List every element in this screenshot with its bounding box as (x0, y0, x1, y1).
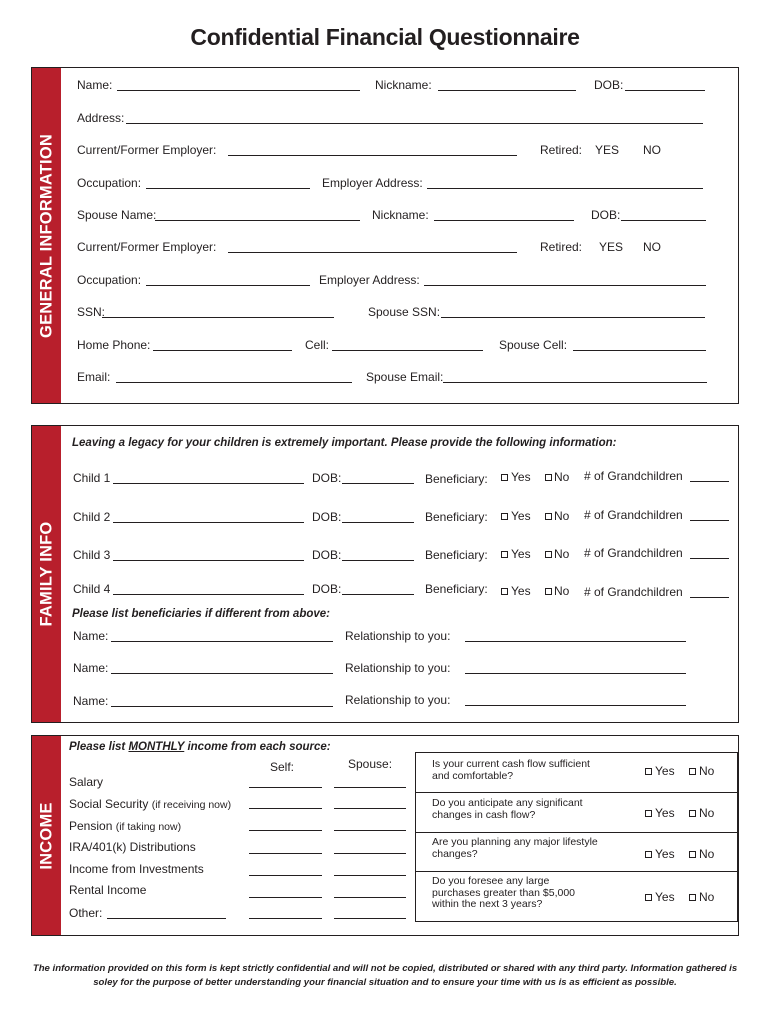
beneficiary-3-relationship-field[interactable] (465, 705, 686, 706)
general-information-heading: GENERAL INFORMATION (37, 133, 55, 338)
child-1-no-label: No (554, 470, 570, 484)
child-1-beneficiary-label: Beneficiary: (425, 472, 488, 486)
child-1-grandchildren-label: # of Grandchildren (584, 469, 683, 483)
retired-label: Retired: (540, 143, 583, 157)
income-tab (32, 736, 61, 935)
spouse-employer-address-field[interactable] (424, 285, 706, 286)
spouse-ssn-label: Spouse SSN: (368, 305, 441, 319)
family-info-heading: FAMILY INFO (37, 521, 55, 627)
child-3-no-checkbox[interactable] (545, 551, 552, 558)
child-2-name-field[interactable] (113, 522, 304, 523)
child-3-name-field[interactable] (113, 560, 304, 561)
family-intro-text: Leaving a legacy for your children is extremely important. Please provide the following information: (72, 437, 617, 449)
pension-self-field[interactable] (249, 830, 322, 831)
name-label: Name: (77, 78, 113, 92)
home-phone-label: Home Phone: (77, 338, 151, 352)
other-spouse-field[interactable] (334, 918, 406, 919)
employer-address-label: Employer Address: (322, 176, 423, 190)
confidentiality-notice: The information provided on this form is kept strictly confidential and will not be copied, distributed or shared with any third party. Information gathered is soley for the purpose of better understanding your financial situation and to ensure your time with us is as efficient as possible. (32, 963, 738, 988)
other-self-field[interactable] (249, 918, 322, 919)
child-3-dob-label: DOB: (312, 548, 342, 562)
child-1-yes-checkbox[interactable] (501, 474, 508, 481)
beneficiary-1-relationship-field[interactable] (465, 641, 686, 642)
q3-yes-label: Yes (655, 847, 675, 861)
child-2-dob-label: DOB: (312, 510, 342, 524)
social-security-spouse-field[interactable] (334, 808, 406, 809)
question-cash-flow-sufficient: Is your current cash flow sufficient and comfortable? (432, 758, 590, 782)
investments-spouse-field[interactable] (334, 875, 406, 876)
income-source-social-security: Social Security (if receiving now) (69, 797, 232, 811)
q4-yes-checkbox[interactable] (645, 894, 652, 901)
q3-no-checkbox[interactable] (689, 851, 696, 858)
cell-label: Cell: (305, 338, 330, 352)
ssn-label: SSN: (77, 305, 106, 319)
occupation-field[interactable] (146, 188, 310, 189)
child-1-dob-field[interactable] (342, 483, 414, 484)
self-column-label: Self: (270, 760, 295, 774)
other-source-field[interactable] (107, 918, 226, 919)
spouse-nickname-label: Nickname: (372, 208, 429, 222)
child-4-grandchildren-label: # of Grandchildren (584, 585, 683, 599)
spouse-nickname-field[interactable] (434, 220, 574, 221)
spouse-column-label: Spouse: (348, 757, 393, 771)
spouse-occupation-field[interactable] (146, 285, 310, 286)
general-information-section (31, 67, 739, 404)
spouse-cell-field[interactable] (573, 350, 706, 351)
income-source-other: Other: (69, 906, 103, 920)
child-2-label: Child 2 (73, 510, 111, 524)
spouse-employer-address-label: Employer Address: (319, 273, 420, 287)
q2-no-checkbox[interactable] (689, 810, 696, 817)
rental-self-field[interactable] (249, 897, 322, 898)
child-4-no-label: No (554, 584, 570, 598)
income-source-pension: Pension (if taking now) (69, 819, 182, 833)
child-4-label: Child 4 (73, 582, 111, 596)
employer-field[interactable] (228, 155, 517, 156)
question-large-purchases: Do you foresee any large purchases greater than $5,000 within the next 3 years? (432, 875, 576, 910)
beneficiary-3-relationship-label: Relationship to you: (345, 693, 451, 707)
cell-field[interactable] (332, 350, 483, 351)
child-3-label: Child 3 (73, 548, 111, 562)
beneficiary-1-relationship-label: Relationship to you: (345, 629, 451, 643)
q4-yes-label: Yes (655, 890, 675, 904)
income-heading: INCOME (37, 801, 55, 870)
income-source-investments: Income from Investments (69, 862, 204, 876)
beneficiary-2-relationship-label: Relationship to you: (345, 661, 451, 675)
dob-field[interactable] (625, 90, 705, 91)
spouse-name-field[interactable] (155, 220, 360, 221)
beneficiary-2-name-label: Name: (73, 661, 109, 675)
child-4-grandchildren-field[interactable] (690, 597, 729, 598)
child-3-no-label: No (554, 547, 570, 561)
child-4-yes-label: Yes (511, 584, 531, 598)
q1-no-label: No (699, 764, 715, 778)
q3-yes-checkbox[interactable] (645, 851, 652, 858)
email-label: Email: (77, 370, 111, 384)
nickname-field[interactable] (438, 90, 576, 91)
name-field[interactable] (117, 90, 360, 91)
child-2-yes-checkbox[interactable] (501, 513, 508, 520)
ira-spouse-field[interactable] (334, 853, 406, 854)
salary-self-field[interactable] (249, 787, 322, 788)
question-divider (416, 871, 737, 872)
child-4-dob-field[interactable] (342, 594, 414, 595)
child-1-label: Child 1 (73, 471, 111, 485)
page-title: Confidential Financial Questionnaire (190, 24, 580, 50)
q2-yes-label: Yes (655, 806, 675, 820)
spouse-retired-label: Retired: (540, 240, 583, 254)
rental-spouse-field[interactable] (334, 897, 406, 898)
child-4-yes-checkbox[interactable] (501, 588, 508, 595)
child-3-grandchildren-label: # of Grandchildren (584, 546, 683, 560)
child-1-no-checkbox[interactable] (545, 474, 552, 481)
general-information-tab (32, 68, 61, 403)
child-3-grandchildren-field[interactable] (690, 558, 729, 559)
child-3-yes-checkbox[interactable] (501, 551, 508, 558)
child-2-dob-field[interactable] (342, 522, 414, 523)
question-cash-flow-changes: Do you anticipate any significant changes in cash flow? (432, 797, 583, 821)
spouse-name-label: Spouse Name: (77, 208, 157, 222)
spouse-retired-no-option[interactable]: NO (643, 240, 661, 254)
q3-no-label: No (699, 847, 715, 861)
spouse-retired-yes-option[interactable]: YES (599, 240, 624, 254)
beneficiary-1-name-field[interactable] (111, 641, 333, 642)
child-1-dob-label: DOB: (312, 471, 342, 485)
beneficiary-2-relationship-field[interactable] (465, 673, 686, 674)
social-security-self-field[interactable] (249, 808, 322, 809)
email-field[interactable] (116, 382, 352, 383)
q1-yes-checkbox[interactable] (645, 768, 652, 775)
question-divider (416, 792, 737, 793)
child-1-name-field[interactable] (113, 483, 304, 484)
spouse-dob-label: DOB: (591, 208, 621, 222)
spouse-employer-label: Current/Former Employer: (77, 240, 217, 254)
question-lifestyle-changes: Are you planning any major lifestyle changes? (432, 836, 598, 860)
spouse-email-label: Spouse Email: (366, 370, 444, 384)
retired-yes-option[interactable]: YES (595, 143, 620, 157)
income-prompt: Please list MONTHLY income from each source: (69, 741, 331, 753)
cash-flow-questions-box (415, 752, 738, 922)
child-3-beneficiary-label: Beneficiary: (425, 548, 488, 562)
q2-no-label: No (699, 806, 715, 820)
income-source-rental: Rental Income (69, 883, 147, 897)
question-divider (416, 832, 737, 833)
child-2-grandchildren-field[interactable] (690, 520, 729, 521)
child-2-yes-label: Yes (511, 509, 531, 523)
child-2-beneficiary-label: Beneficiary: (425, 510, 488, 524)
nickname-label: Nickname: (375, 78, 432, 92)
child-4-no-checkbox[interactable] (545, 588, 552, 595)
dob-label: DOB: (594, 78, 624, 92)
address-label: Address: (77, 111, 125, 125)
q1-no-checkbox[interactable] (689, 768, 696, 775)
employer-label: Current/Former Employer: (77, 143, 217, 157)
child-2-grandchildren-label: # of Grandchildren (584, 508, 683, 522)
child-1-grandchildren-field[interactable] (690, 481, 729, 482)
beneficiary-3-name-label: Name: (73, 694, 109, 708)
q4-no-label: No (699, 890, 715, 904)
spouse-email-field[interactable] (443, 382, 707, 383)
ssn-field[interactable] (102, 317, 334, 318)
spouse-occupation-label: Occupation: (77, 273, 142, 287)
income-source-salary: Salary (69, 775, 104, 789)
child-2-no-label: No (554, 509, 570, 523)
investments-self-field[interactable] (249, 875, 322, 876)
spouse-dob-field[interactable] (621, 220, 706, 221)
beneficiary-1-name-label: Name: (73, 629, 109, 643)
child-3-yes-label: Yes (511, 547, 531, 561)
spouse-ssn-field[interactable] (441, 317, 705, 318)
salary-spouse-field[interactable] (334, 787, 406, 788)
spouse-employer-field[interactable] (228, 252, 517, 253)
child-4-name-field[interactable] (113, 594, 304, 595)
ira-self-field[interactable] (249, 853, 322, 854)
address-field[interactable] (126, 123, 703, 124)
beneficiary-2-name-field[interactable] (111, 673, 333, 674)
child-4-beneficiary-label: Beneficiary: (425, 582, 488, 596)
family-info-tab (32, 426, 61, 722)
home-phone-field[interactable] (153, 350, 292, 351)
child-2-no-checkbox[interactable] (545, 513, 552, 520)
child-1-yes-label: Yes (511, 470, 531, 484)
beneficiary-3-name-field[interactable] (111, 706, 333, 707)
q1-yes-label: Yes (655, 764, 675, 778)
retired-no-option[interactable]: NO (643, 143, 661, 157)
spouse-cell-label: Spouse Cell: (499, 338, 568, 352)
q2-yes-checkbox[interactable] (645, 810, 652, 817)
child-3-dob-field[interactable] (342, 560, 414, 561)
monthly-emphasis: MONTHLY (128, 741, 185, 753)
q4-no-checkbox[interactable] (689, 894, 696, 901)
occupation-label: Occupation: (77, 176, 142, 190)
pension-spouse-field[interactable] (334, 830, 406, 831)
beneficiaries-prompt: Please list beneficiaries if different from above: (72, 608, 330, 620)
employer-address-field[interactable] (427, 188, 703, 189)
income-source-ira: IRA/401(k) Distributions (69, 840, 196, 854)
child-4-dob-label: DOB: (312, 582, 342, 596)
